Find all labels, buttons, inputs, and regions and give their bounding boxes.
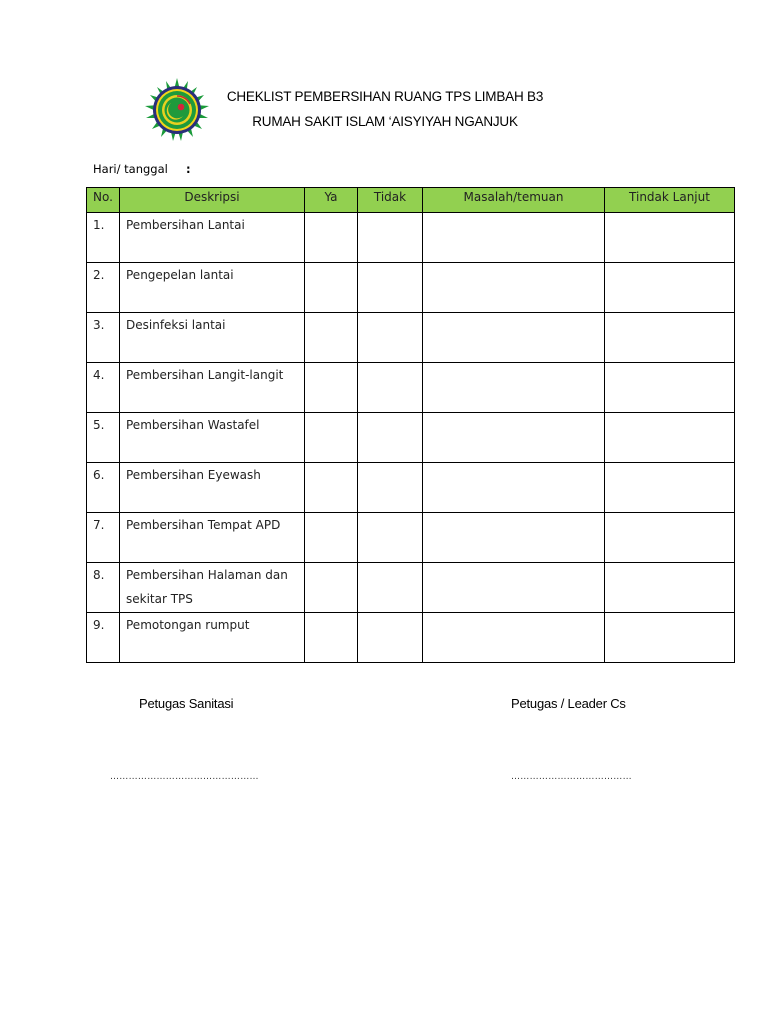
tindak-lanjut-cell[interactable] xyxy=(605,413,735,463)
row-number: 5. xyxy=(87,413,120,463)
tidak-cell[interactable] xyxy=(358,213,423,263)
checklist-table xyxy=(86,187,735,663)
masalah-cell[interactable] xyxy=(423,213,605,263)
masalah-cell[interactable] xyxy=(423,263,605,313)
tindak-lanjut-cell[interactable] xyxy=(605,363,735,413)
tidak-cell[interactable] xyxy=(358,563,423,613)
tindak-lanjut-cell[interactable] xyxy=(605,513,735,563)
row-description: Pembersihan Eyewash xyxy=(120,463,305,513)
signature-title-leader: Petugas / Leader Cs xyxy=(511,696,626,711)
tidak-cell[interactable] xyxy=(358,413,423,463)
ya-cell[interactable] xyxy=(305,413,358,463)
signature-line-sanitasi[interactable]: ………………………………………… xyxy=(110,772,259,782)
tidak-cell[interactable] xyxy=(358,463,423,513)
tindak-lanjut-cell[interactable] xyxy=(605,613,735,663)
column-header-tidak: Tidak xyxy=(358,188,423,213)
row-description: Pembersihan Wastafel xyxy=(120,413,305,463)
date-field-colon: : xyxy=(186,162,191,176)
row-description: Pembersihan Tempat APD xyxy=(120,513,305,563)
row-number: 3. xyxy=(87,313,120,363)
table-header-row xyxy=(87,188,735,213)
row-description: Desinfeksi lantai xyxy=(120,313,305,363)
signature-line-leader[interactable]: ………………………………… xyxy=(511,772,632,782)
table-row xyxy=(87,513,735,563)
signature-title-sanitasi: Petugas Sanitasi xyxy=(139,696,234,711)
row-description: Pembersihan Langit-langit xyxy=(120,363,305,413)
table-row xyxy=(87,413,735,463)
row-description: Pembersihan Halaman dan sekitar TPS xyxy=(120,563,305,613)
ya-cell[interactable] xyxy=(305,513,358,563)
row-number: 8. xyxy=(87,563,120,613)
table-row xyxy=(87,463,735,513)
tidak-cell[interactable] xyxy=(358,513,423,563)
date-field-label: Hari/ tanggal xyxy=(93,162,168,176)
masalah-cell[interactable] xyxy=(423,463,605,513)
column-header-deskripsi: Deskripsi xyxy=(120,188,305,213)
ya-cell[interactable] xyxy=(305,263,358,313)
ya-cell[interactable] xyxy=(305,463,358,513)
tindak-lanjut-cell[interactable] xyxy=(605,263,735,313)
ya-cell[interactable] xyxy=(305,613,358,663)
tidak-cell[interactable] xyxy=(358,263,423,313)
row-number: 2. xyxy=(87,263,120,313)
table-row xyxy=(87,363,735,413)
ya-cell[interactable] xyxy=(305,363,358,413)
masalah-cell[interactable] xyxy=(423,613,605,663)
row-number: 6. xyxy=(87,463,120,513)
table-row xyxy=(87,613,735,663)
ya-cell[interactable] xyxy=(305,213,358,263)
column-header-tindak-lanjut: Tindak Lanjut xyxy=(605,188,735,213)
row-number: 1. xyxy=(87,213,120,263)
table-row xyxy=(87,563,735,613)
ya-cell[interactable] xyxy=(305,313,358,363)
ya-cell[interactable] xyxy=(305,563,358,613)
masalah-cell[interactable] xyxy=(423,313,605,363)
masalah-cell[interactable] xyxy=(423,563,605,613)
column-header-no: No. xyxy=(87,188,120,213)
table-row xyxy=(87,263,735,313)
row-description: Pengepelan lantai xyxy=(120,263,305,313)
tindak-lanjut-cell[interactable] xyxy=(605,563,735,613)
table-row xyxy=(87,313,735,363)
table-row xyxy=(87,213,735,263)
row-description: Pembersihan Lantai xyxy=(120,213,305,263)
row-number: 4. xyxy=(87,363,120,413)
masalah-cell[interactable] xyxy=(423,363,605,413)
hospital-emblem-icon xyxy=(144,78,210,142)
column-header-masalah: Masalah/temuan xyxy=(423,188,605,213)
row-description: Pemotongan rumput xyxy=(120,613,305,663)
masalah-cell[interactable] xyxy=(423,513,605,563)
tindak-lanjut-cell[interactable] xyxy=(605,463,735,513)
tidak-cell[interactable] xyxy=(358,313,423,363)
row-number: 7. xyxy=(87,513,120,563)
column-header-ya: Ya xyxy=(305,188,358,213)
tindak-lanjut-cell[interactable] xyxy=(605,213,735,263)
tidak-cell[interactable] xyxy=(358,613,423,663)
row-number: 9. xyxy=(87,613,120,663)
masalah-cell[interactable] xyxy=(423,413,605,463)
tindak-lanjut-cell[interactable] xyxy=(605,313,735,363)
tidak-cell[interactable] xyxy=(358,363,423,413)
hospital-name: RUMAH SAKIT ISLAM ‘AISYIYAH NGANJUK xyxy=(252,114,518,129)
document-title: CHEKLIST PEMBERSIHAN RUANG TPS LIMBAH B3 xyxy=(226,89,544,104)
